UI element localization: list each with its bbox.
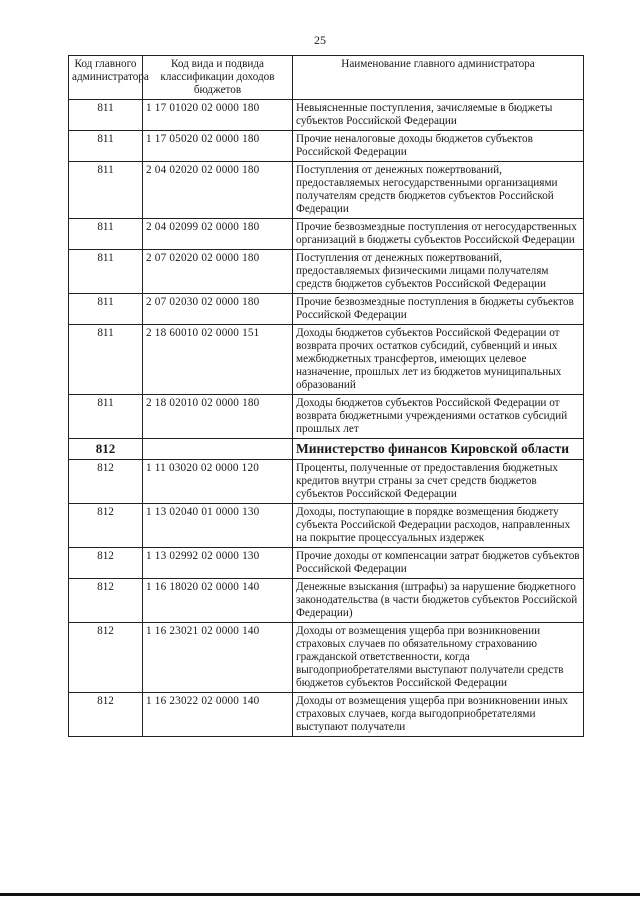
revenue-code-cell (143, 439, 293, 460)
admin-name-cell: Доходы от возмещения ущерба при возникновении иных страховых случаев, когда выгодоприобретателями выступают получатели (293, 693, 584, 737)
revenue-code-cell: 1 16 18020 02 0000 140 (143, 579, 293, 623)
admin-name-cell: Проценты, полученные от предоставления бюджетных кредитов внутри страны за счет средств бюджетов субъектов Российской Федерации (293, 460, 584, 504)
admin-code-cell: 811 (69, 325, 143, 395)
revenue-code-cell: 2 07 02020 02 0000 180 (143, 250, 293, 294)
admin-name-cell: Прочие неналоговые доходы бюджетов субъектов Российской Федерации (293, 131, 584, 162)
revenue-code-cell: 1 16 23022 02 0000 140 (143, 693, 293, 737)
admin-name-cell: Невыясненные поступления, зачисляемые в бюджеты субъектов Российской Федерации (293, 100, 584, 131)
table-row (69, 100, 584, 131)
admin-code-cell: 812 (69, 439, 143, 460)
admin-name-cell: Доходы бюджетов субъектов Российской Федерации от возврата бюджетными учреждениями остатков субсидий прошлых лет (293, 395, 584, 439)
table-row (69, 693, 584, 737)
group-header-row (69, 439, 584, 460)
revenue-code-cell: 1 17 05020 02 0000 180 (143, 131, 293, 162)
admin-name-cell: Поступления от денежных пожертвований, предоставляемых физическими лицами получателям средств бюджетов субъектов Российской Федерации (293, 250, 584, 294)
admin-code-cell: 812 (69, 623, 143, 693)
revenue-code-cell: 2 04 02020 02 0000 180 (143, 162, 293, 219)
admin-code-cell: 812 (69, 579, 143, 623)
revenue-code-cell: 2 18 60010 02 0000 151 (143, 325, 293, 395)
admin-code-cell: 812 (69, 460, 143, 504)
table-row (69, 325, 584, 395)
admin-code-cell: 811 (69, 100, 143, 131)
table-row (69, 460, 584, 504)
header-revenue-code: Код вида и подвида классификации доходов бюджетов (143, 56, 293, 100)
admin-name-cell: Денежные взыскания (штрафы) за нарушение бюджетного законодательства (в части бюджетов субъектов Российской Федерации) (293, 579, 584, 623)
table-row (69, 548, 584, 579)
admin-code-cell: 811 (69, 250, 143, 294)
admin-name-cell: Прочие безвозмездные поступления в бюджеты субъектов Российской Федерации (293, 294, 584, 325)
admin-name-cell: Прочие доходы от компенсации затрат бюджетов субъектов Российской Федерации (293, 548, 584, 579)
admin-code-cell: 812 (69, 504, 143, 548)
admin-name-cell: Прочие безвозмездные поступления от негосударственных организаций в бюджеты субъектов Российской Федерации (293, 219, 584, 250)
table-row (69, 623, 584, 693)
header-admin-name: Наименование главного администратора (293, 56, 584, 100)
revenue-code-cell: 2 18 02010 02 0000 180 (143, 395, 293, 439)
revenue-administrators-table (68, 55, 584, 737)
admin-code-cell: 812 (69, 693, 143, 737)
table-row (69, 250, 584, 294)
table-row (69, 219, 584, 250)
revenue-code-cell: 1 13 02992 02 0000 130 (143, 548, 293, 579)
page-number: 25 (314, 33, 326, 47)
revenue-code-cell: 1 16 23021 02 0000 140 (143, 623, 293, 693)
table-row (69, 131, 584, 162)
header-admin-code: Код главного администратора (69, 56, 143, 100)
revenue-code-cell: 1 11 03020 02 0000 120 (143, 460, 293, 504)
table-body (69, 100, 584, 737)
admin-code-cell: 812 (69, 548, 143, 579)
table-row (69, 395, 584, 439)
table-row (69, 162, 584, 219)
table-header-row (69, 56, 584, 100)
table-row (69, 579, 584, 623)
revenue-code-cell: 2 07 02030 02 0000 180 (143, 294, 293, 325)
admin-code-cell: 811 (69, 131, 143, 162)
bottom-rule (0, 893, 640, 896)
table-row (69, 504, 584, 548)
admin-code-cell: 811 (69, 294, 143, 325)
admin-code-cell: 811 (69, 395, 143, 439)
revenue-code-cell: 1 17 01020 02 0000 180 (143, 100, 293, 131)
table-row (69, 294, 584, 325)
revenue-code-cell: 1 13 02040 01 0000 130 (143, 504, 293, 548)
admin-name-cell: Поступления от денежных пожертвований, предоставляемых негосударственными организациями получателям средств бюджетов субъектов Российской Федерации (293, 162, 584, 219)
admin-name-cell: Доходы от возмещения ущерба при возникновении страховых случаев по обязательному страхованию гражданской ответственности, когда выгодоприобретателями выступают получатели средств бюджетов субъектов Российской Федерации (293, 623, 584, 693)
admin-code-cell: 811 (69, 219, 143, 250)
admin-name-cell: Министерство финансов Кировской области (293, 439, 584, 460)
admin-code-cell: 811 (69, 162, 143, 219)
revenue-code-cell: 2 04 02099 02 0000 180 (143, 219, 293, 250)
admin-name-cell: Доходы, поступающие в порядке возмещения бюджету субъекта Российской Федерации расходов, направленных на покрытие процессуальных издержек (293, 504, 584, 548)
admin-name-cell: Доходы бюджетов субъектов Российской Федерации от возврата прочих остатков субсидий, субвенций и иных межбюджетных трансфертов, имеющих целевое назначение, прошлых лет из бюджетов муниципальных образований (293, 325, 584, 395)
